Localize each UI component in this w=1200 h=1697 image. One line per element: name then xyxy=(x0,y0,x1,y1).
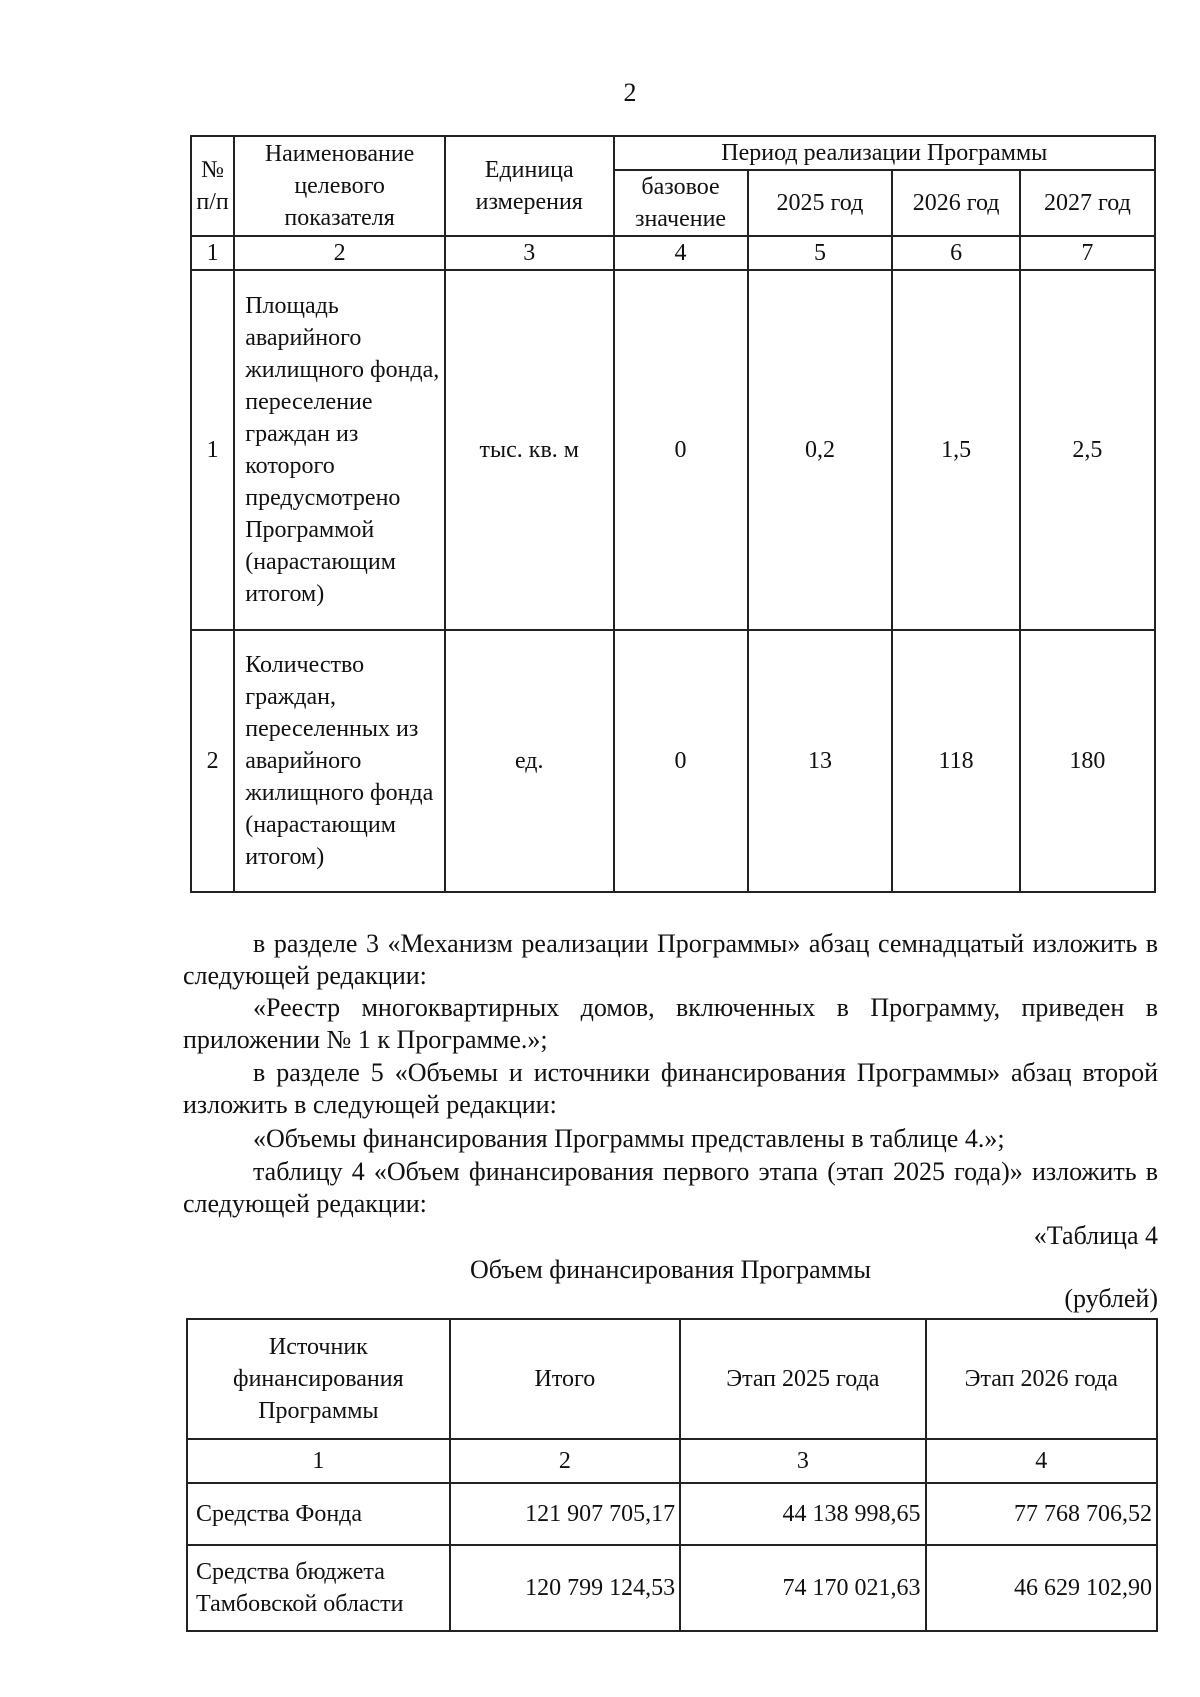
column-numbers-row xyxy=(187,1439,1157,1483)
header-period: Период реализации Программы xyxy=(614,136,1155,170)
paragraph-section-3: в разделе 3 «Механизм реализации Программы» абзац семнадцатый изложить в следующей редакции: xyxy=(183,929,1158,990)
header-year-2026: 2026 год xyxy=(892,170,1020,236)
table-row xyxy=(191,630,1155,892)
col-number: 4 xyxy=(926,1439,1157,1483)
header-total: Итого xyxy=(450,1319,680,1439)
header-indicator-name: Наименование целевого показателя xyxy=(234,136,445,236)
col-number: 3 xyxy=(680,1439,925,1483)
col-number: 3 xyxy=(445,236,614,270)
target-indicators-table xyxy=(190,135,1156,893)
amount-2025: 44 138 998,65 xyxy=(680,1483,925,1545)
amount-2026: 77 768 706,52 xyxy=(926,1483,1157,1545)
column-numbers-row xyxy=(191,236,1155,270)
header-stage-2026: Этап 2026 года xyxy=(926,1319,1157,1439)
value-2025: 0,2 xyxy=(748,270,893,630)
page-number: 2 xyxy=(623,78,637,107)
header-stage-2025: Этап 2025 года xyxy=(680,1319,925,1439)
indicator-name: Количество граждан, переселенных из аварийного жилищного фонда (нарастающим итогом) xyxy=(234,630,445,892)
indicator-name: Площадь аварийного жилищного фонда, переселение граждан из которого предусмотрено Программой (нарастающим итогом) xyxy=(234,270,445,630)
col-number: 2 xyxy=(450,1439,680,1483)
table-label: «Таблица 4 xyxy=(1033,1221,1158,1250)
paragraph-registry: «Реестр многоквартирных домов, включенных в Программу, приведен в приложении № 1 к Программе.»; xyxy=(183,993,1158,1054)
table-unit: (рублей) xyxy=(1064,1284,1158,1313)
col-number: 1 xyxy=(191,236,234,270)
header-num: № п/п xyxy=(191,136,234,236)
indicator-unit: тыс. кв. м xyxy=(445,270,614,630)
value-2025: 13 xyxy=(748,630,893,892)
funding-source: Средства Фонда xyxy=(187,1483,450,1545)
paragraph-table-4: таблицу 4 «Объем финансирования первого этапа (этап 2025 года)» изложить в следующей редакции: xyxy=(183,1157,1158,1218)
header-year-2025: 2025 год xyxy=(748,170,893,236)
amount-2026: 46 629 102,90 xyxy=(926,1545,1157,1631)
header-year-2027: 2027 год xyxy=(1020,170,1155,236)
col-number: 2 xyxy=(234,236,445,270)
value-2027: 180 xyxy=(1020,630,1155,892)
funding-source: Средства бюджета Тамбовской области xyxy=(187,1545,450,1631)
indicator-unit: ед. xyxy=(445,630,614,892)
col-number: 5 xyxy=(748,236,893,270)
col-number: 4 xyxy=(614,236,748,270)
value-2026: 118 xyxy=(892,630,1020,892)
table-row xyxy=(187,1483,1157,1545)
row-num: 1 xyxy=(191,270,234,630)
table-row xyxy=(187,1545,1157,1631)
table-title: Объем финансирования Программы xyxy=(470,1255,871,1284)
table-row xyxy=(191,270,1155,630)
col-number: 7 xyxy=(1020,236,1155,270)
paragraph-financing-volumes: «Объемы финансирования Программы представлены в таблице 4.»; xyxy=(253,1124,1005,1153)
header-base-value: базовое значение xyxy=(614,170,748,236)
header-unit: Единица измерения xyxy=(445,136,614,236)
col-number: 6 xyxy=(892,236,1020,270)
base-value: 0 xyxy=(614,630,748,892)
financing-table xyxy=(186,1318,1158,1632)
paragraph-section-5: в разделе 5 «Объемы и источники финансирования Программы» абзац второй изложить в следующей редакции: xyxy=(183,1058,1158,1119)
row-num: 2 xyxy=(191,630,234,892)
value-2027: 2,5 xyxy=(1020,270,1155,630)
header-source: Источник финансирования Программы xyxy=(187,1319,450,1439)
amount-total: 121 907 705,17 xyxy=(450,1483,680,1545)
base-value: 0 xyxy=(614,270,748,630)
amount-2025: 74 170 021,63 xyxy=(680,1545,925,1631)
col-number: 1 xyxy=(187,1439,450,1483)
amount-total: 120 799 124,53 xyxy=(450,1545,680,1631)
value-2026: 1,5 xyxy=(892,270,1020,630)
